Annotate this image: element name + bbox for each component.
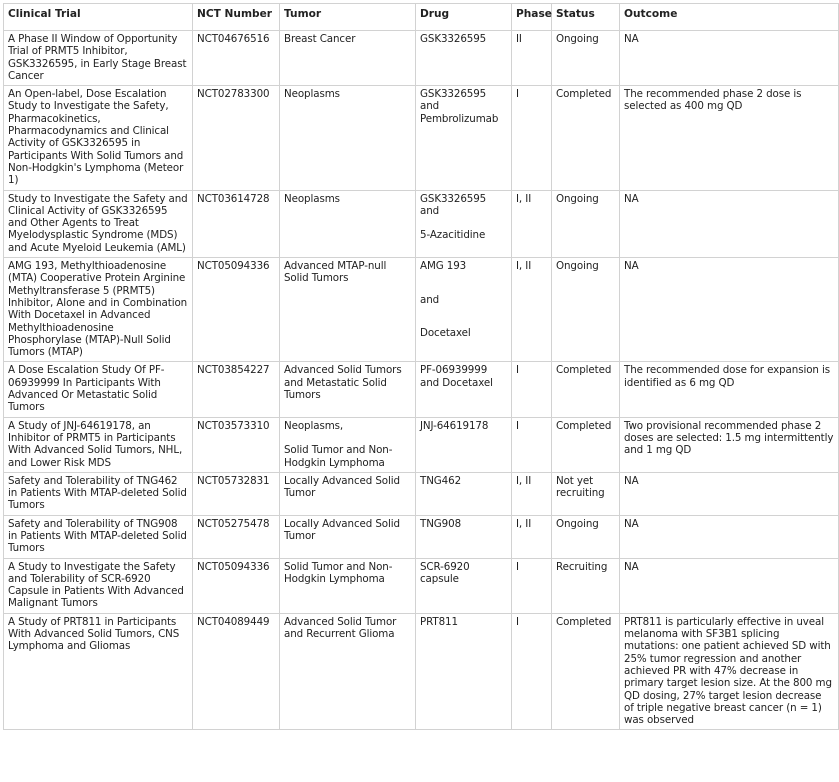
tumor-cell xyxy=(280,417,416,472)
drug-cell: PRT811 xyxy=(416,613,512,730)
trial-cell: Safety and Tolerability of TNG908 in Patients With MTAP-deleted Solid Tumors xyxy=(4,515,193,558)
status-cell: Ongoing xyxy=(552,31,620,86)
drug-cell: PF-06939999 and Docetaxel xyxy=(416,362,512,417)
trial-cell: A Study to Investigate the Safety and Tolerability of SCR-6920 Capsule in Patients With Advanced Malignant Tumors xyxy=(4,558,193,613)
status-cell: Not yet recruiting xyxy=(552,472,620,515)
status-cell: Completed xyxy=(552,613,620,730)
phase-cell: I, II xyxy=(512,515,552,558)
status-cell: Ongoing xyxy=(552,515,620,558)
column-header-outcome: Outcome xyxy=(620,4,839,31)
table-row xyxy=(4,258,839,362)
drug-cell xyxy=(416,190,512,257)
table-row xyxy=(4,362,839,417)
nct-cell: NCT05275478 xyxy=(193,515,280,558)
nct-cell: NCT03854227 xyxy=(193,362,280,417)
tumor-cell: Neoplasms xyxy=(280,86,416,190)
tumor-cell: Advanced MTAP-null Solid Tumors xyxy=(280,258,416,362)
phase-cell: I xyxy=(512,86,552,190)
outcome-cell: NA xyxy=(620,258,839,362)
column-header-status: Status xyxy=(552,4,620,31)
phase-cell: I, II xyxy=(512,258,552,362)
table-row xyxy=(4,558,839,613)
trial-cell: A Study of PRT811 in Participants With Advanced Solid Tumors, CNS Lymphoma and Gliomas xyxy=(4,613,193,730)
outcome-cell: The recommended dose for expansion is identified as 6 mg QD xyxy=(620,362,839,417)
phase-cell: I, II xyxy=(512,472,552,515)
nct-cell: NCT05094336 xyxy=(193,558,280,613)
tumor-cell: Neoplasms xyxy=(280,190,416,257)
spacer xyxy=(420,217,507,229)
outcome-cell: NA xyxy=(620,31,839,86)
phase-cell: I xyxy=(512,417,552,472)
outcome-cell: The recommended phase 2 dose is selected as 400 mg QD xyxy=(620,86,839,190)
clinical-trials-table xyxy=(3,3,839,730)
phase-cell: I, II xyxy=(512,190,552,257)
nct-cell: NCT03614728 xyxy=(193,190,280,257)
status-cell: Completed xyxy=(552,86,620,190)
column-header-phase: Phase xyxy=(512,4,552,31)
drug-line: AMG 193 xyxy=(420,260,467,273)
drug-cell: GSK3326595 xyxy=(416,31,512,86)
table-row xyxy=(4,613,839,730)
column-header-tumor: Tumor xyxy=(280,4,416,31)
table-row xyxy=(4,417,839,472)
drug-line: and xyxy=(420,293,440,306)
spacer xyxy=(420,285,507,294)
outcome-cell: NA xyxy=(620,515,839,558)
trial-cell: AMG 193, Methylthioadenosine (MTA) Cooperative Protein Arginine Methyltransferase 5 (PRMT5) Inhibitor, Alone and in Combination With Docetaxel in Advanced Methylthioadenosine Phosphorylase (MTAP)-Null Solid Tumors (MTAP) xyxy=(4,258,193,362)
tumor-line: Neoplasms, xyxy=(284,419,344,432)
tumor-cell: Solid Tumor and Non-Hodgkin Lymphoma xyxy=(280,558,416,613)
nct-cell: NCT03573310 xyxy=(193,417,280,472)
drug-cell: GSK3326595 and Pembrolizumab xyxy=(416,86,512,190)
table-row xyxy=(4,31,839,86)
drug-cell xyxy=(416,258,512,362)
drug-cell: SCR-6920 capsule xyxy=(416,558,512,613)
trial-cell: Study to Investigate the Safety and Clinical Activity of GSK3326595 and Other Agents to Treat Myelodysplastic Syndrome (MDS) and Acute Myeloid Leukemia (AML) xyxy=(4,190,193,257)
outcome-cell: NA xyxy=(620,472,839,515)
outcome-cell: Two provisional recommended phase 2 doses are selected: 1.5 mg intermittently and 1 mg QD xyxy=(620,417,839,472)
nct-cell: NCT04676516 xyxy=(193,31,280,86)
tumor-cell: Locally Advanced Solid Tumor xyxy=(280,515,416,558)
column-header-nct: NCT Number xyxy=(193,4,280,31)
table-row xyxy=(4,515,839,558)
spacer xyxy=(420,272,507,284)
status-cell: Ongoing xyxy=(552,190,620,257)
drug-line: Docetaxel xyxy=(420,327,471,340)
spacer xyxy=(284,432,411,444)
tumor-cell: Breast Cancer xyxy=(280,31,416,86)
phase-cell: I xyxy=(512,362,552,417)
nct-cell: NCT02783300 xyxy=(193,86,280,190)
trial-cell: A Study of JNJ-64619178, an Inhibitor of PRMT5 in Participants With Advanced Solid Tumors, NHL, and Lower Risk MDS xyxy=(4,417,193,472)
tumor-cell: Advanced Solid Tumors and Metastatic Solid Tumors xyxy=(280,362,416,417)
status-cell: Completed xyxy=(552,417,620,472)
phase-cell: I xyxy=(512,558,552,613)
tumor-line: Solid Tumor and Non-Hodgkin Lymphoma xyxy=(284,444,393,469)
status-cell: Ongoing xyxy=(552,258,620,362)
outcome-cell: NA xyxy=(620,190,839,257)
column-header-trial: Clinical Trial xyxy=(4,4,193,31)
table-header-row xyxy=(4,4,839,31)
drug-line: 5-Azacitidine xyxy=(420,229,486,242)
nct-cell: NCT05732831 xyxy=(193,472,280,515)
phase-cell: I xyxy=(512,613,552,730)
phase-cell: II xyxy=(512,31,552,86)
spacer xyxy=(420,306,507,318)
outcome-cell: PRT811 is particularly effective in uveal melanoma with SF3B1 splicing mutations: one patient achieved SD with 25% tumor regression and another achieved PR with 47% decrease in primary target lesion size. At the 800 mg QD dosing, 27% target lesion decrease of triple negative breast cancer (n = 1) was observed xyxy=(620,613,839,730)
column-header-drug: Drug xyxy=(416,4,512,31)
trial-cell: A Dose Escalation Study Of PF-06939999 In Participants With Advanced Or Metastatic Solid Tumors xyxy=(4,362,193,417)
spacer xyxy=(420,318,507,327)
table-row xyxy=(4,190,839,257)
trial-cell: Safety and Tolerability of TNG462 in Patients With MTAP-deleted Solid Tumors xyxy=(4,472,193,515)
trial-cell: An Open-label, Dose Escalation Study to Investigate the Safety, Pharmacokinetics, Pharmacodynamics and Clinical Activity of GSK3326595 in Participants With Solid Tumors and Non-Hodgkin's Lymphoma (Meteor 1) xyxy=(4,86,193,190)
status-cell: Recruiting xyxy=(552,558,620,613)
nct-cell: NCT05094336 xyxy=(193,258,280,362)
table-row xyxy=(4,86,839,190)
tumor-cell: Advanced Solid Tumor and Recurrent Glioma xyxy=(280,613,416,730)
outcome-cell: NA xyxy=(620,558,839,613)
trial-cell: A Phase II Window of Opportunity Trial of PRMT5 Inhibitor, GSK3326595, in Early Stage Breast Cancer xyxy=(4,31,193,86)
drug-line: GSK3326595 and xyxy=(420,192,487,217)
status-cell: Completed xyxy=(552,362,620,417)
tumor-cell: Locally Advanced Solid Tumor xyxy=(280,472,416,515)
drug-cell: TNG908 xyxy=(416,515,512,558)
nct-cell: NCT04089449 xyxy=(193,613,280,730)
table-row xyxy=(4,472,839,515)
drug-cell: TNG462 xyxy=(416,472,512,515)
drug-cell: JNJ-64619178 xyxy=(416,417,512,472)
